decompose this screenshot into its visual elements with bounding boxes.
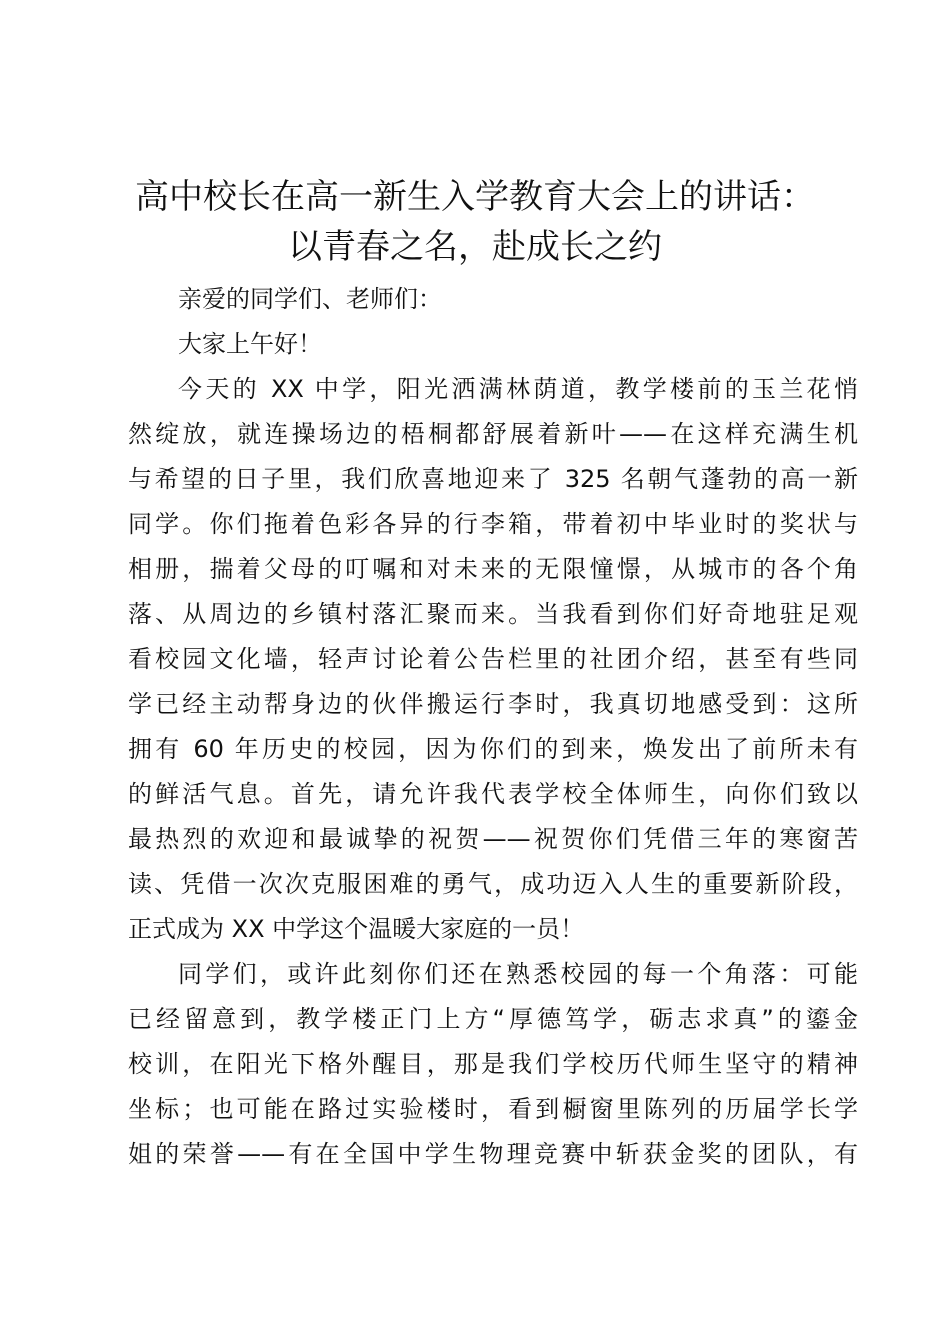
- paragraph-line: 然绽放，就连操场边的梧桐都舒展着新叶——在这样充满生机: [128, 420, 858, 448]
- paragraph-line: 落、从周边的乡镇村落汇聚而来。当我看到你们好奇地驻足观: [128, 600, 858, 628]
- paragraph-line: 已经留意到，教学楼正门上方“厚德笃学，砺志求真”的鎏金: [128, 1005, 858, 1033]
- paragraph-line: 同学们，或许此刻你们还在熟悉校园的每一个角落：可能: [178, 960, 858, 988]
- paragraph-line: 相册，揣着父母的叮嘱和对未来的无限憧憬，从城市的各个角: [128, 555, 858, 583]
- paragraph-line: 正式成为 XX 中学这个温暖大家庭的一员！: [128, 915, 585, 943]
- paragraph-line: 坐标；也可能在路过实验楼时，看到橱窗里陈列的历届学长学: [128, 1095, 858, 1123]
- paragraph-line: 学已经主动帮身边的伙伴搬运行李时，我真切地感受到：这所: [128, 690, 858, 718]
- greeting-line: 大家上午好！: [178, 330, 322, 358]
- paragraph-line: 读、凭借一次次克服困难的勇气，成功迈入人生的重要新阶段，: [128, 870, 858, 898]
- paragraph-line: 与希望的日子里，我们欣喜地迎来了 325 名朝气蓬勃的高一新: [128, 465, 858, 493]
- paragraph-line: 最热烈的欢迎和最诚挚的祝贺——祝贺你们凭借三年的寒窗苦: [128, 825, 858, 853]
- paragraph-line: 校训，在阳光下格外醒目，那是我们学校历代师生坚守的精神: [128, 1050, 858, 1078]
- document-body: [128, 277, 858, 1177]
- paragraph-line: 姐的荣誉——有在全国中学生物理竞赛中斩获金奖的团队，有: [128, 1140, 858, 1168]
- document-title-line-2: 以青春之名，赴成长之约: [288, 227, 662, 267]
- paragraph-line: 的鲜活气息。首先，请允许我代表学校全体师生，向你们致以: [128, 780, 858, 808]
- paragraph-line: 今天的 XX 中学，阳光洒满林荫道，教学楼前的玉兰花悄: [178, 375, 858, 403]
- paragraph-line: 同学。你们拖着色彩各异的行李箱，带着初中毕业时的奖状与: [128, 510, 858, 538]
- salutation-line: 亲爱的同学们、老师们：: [178, 285, 442, 313]
- document-title-line-1: 高中校长在高一新生入学教育大会上的讲话：: [135, 177, 815, 217]
- paragraph-line: 拥有 60 年历史的校园，因为你们的到来，焕发出了前所未有: [128, 735, 858, 763]
- paragraph-line: 看校园文化墙，轻声讨论着公告栏里的社团介绍，甚至有些同: [128, 645, 858, 673]
